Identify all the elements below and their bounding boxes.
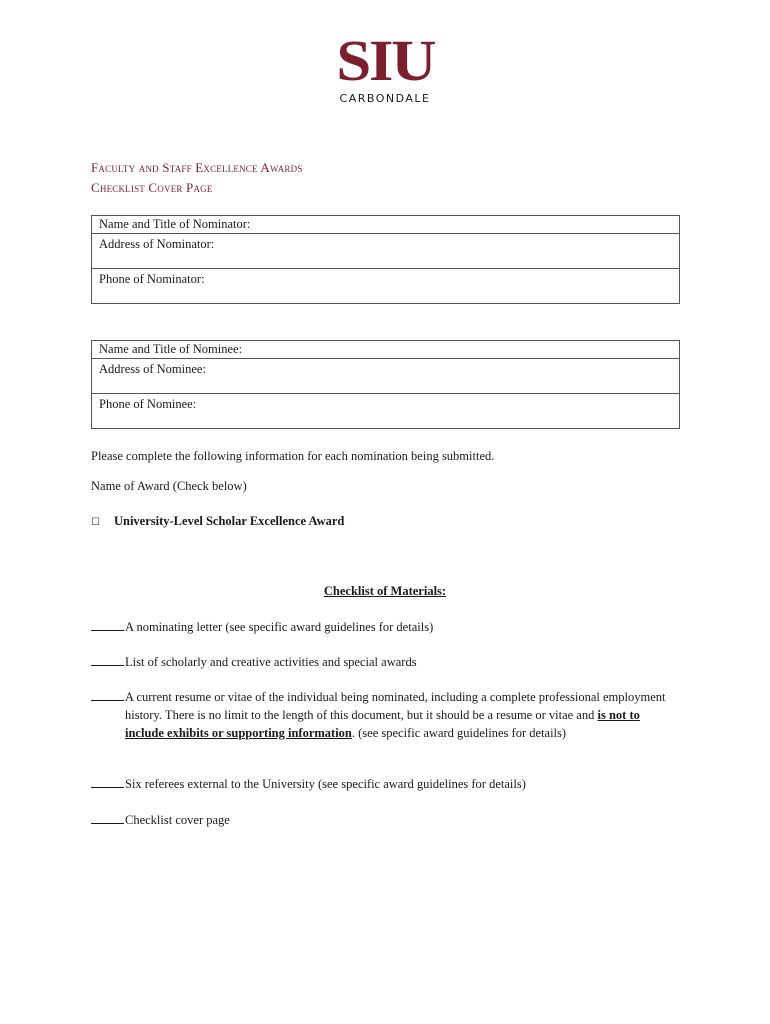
award-option[interactable] [91,514,344,529]
emphasis-text: is not to include exhibits or supporting information [125,708,640,740]
nominator-name-field[interactable]: Name and Title of Nominator: [92,216,680,234]
nominee-name-field[interactable]: Name and Title of Nominee: [92,341,680,359]
check-blank[interactable] [91,775,124,788]
nominee-info-table [91,340,680,429]
check-blank[interactable] [91,618,124,631]
checklist-heading: Checklist of Materials: [323,584,447,598]
instructions-text: Please complete the following information for each nomination being submitted. [91,449,495,463]
award-option-label: University-Level Scholar Excellence Award [113,514,345,528]
checklist-item [91,688,681,760]
nominator-info-table [91,215,680,304]
checklist-item [91,811,681,829]
checklist-item-text: List of scholarly and creative activities and special awards [125,655,417,669]
check-blank[interactable] [91,688,124,701]
checklist-item [91,618,681,636]
checklist-item-text: Six referees external to the University (see specific award guidelines for details) [125,777,526,791]
checkbox-icon[interactable]: ☐ [91,517,100,528]
checklist-item-text: A nominating letter (see specific award guidelines for details) [125,620,434,634]
check-blank[interactable] [91,653,124,666]
document-title: Faculty and Staff Excellence Awards [91,160,303,175]
nominee-phone-field[interactable]: Phone of Nominee: [92,394,680,429]
checklist-item-text: A current resume or vitae of the individual being nominated, including a complete professional employment history. There is no limit to the length of this document, but it should be a resume or vitae and is not to include exhibits or supporting information. (see specific award guidelines for details) [125,690,666,740]
document-subtitle: Checklist Cover Page [91,180,213,195]
nominee-address-field[interactable]: Address of Nominee: [92,359,680,394]
checklist-item-text: Checklist cover page [125,813,230,827]
checklist-item [91,653,681,671]
checklist-item [91,775,681,793]
logo-mark: SIU [336,28,434,93]
nominator-address-field[interactable]: Address of Nominator: [92,234,680,269]
siu-logo [0,28,770,105]
check-blank[interactable] [91,811,124,824]
nominator-phone-field[interactable]: Phone of Nominator: [92,269,680,304]
award-prompt: Name of Award (Check below) [91,479,247,493]
logo-subtitle: CARBONDALE [339,92,431,105]
